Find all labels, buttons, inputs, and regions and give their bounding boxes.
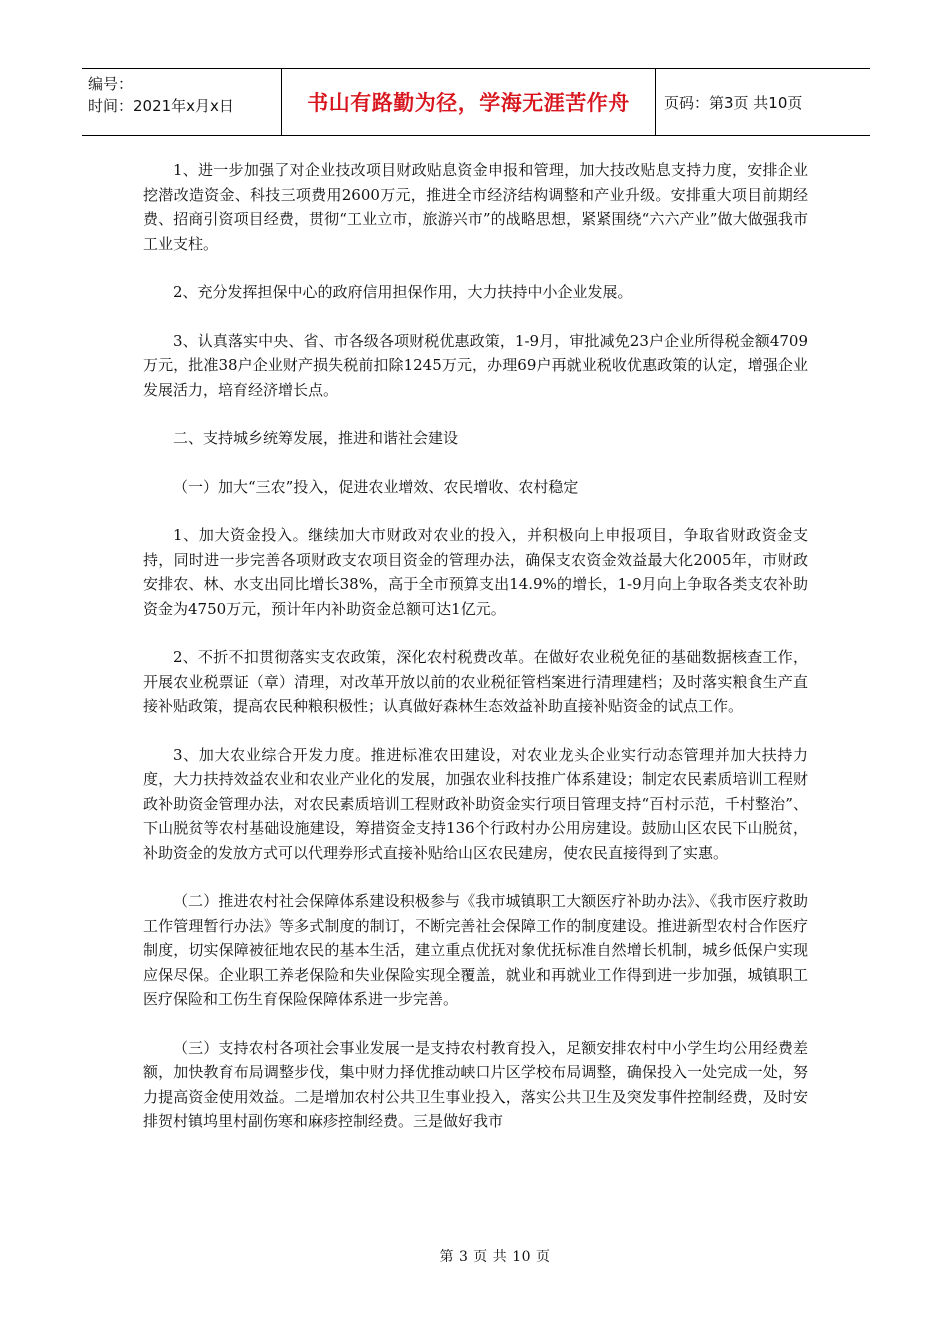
subsection-heading: （一）加大“三农”投入，促进农业增效、农民增收、农村稳定 <box>173 477 579 496</box>
header-motto: 书山有路勤为径，学海无涯苦作舟 <box>282 69 656 135</box>
document-body <box>143 158 808 1158</box>
header-meta <box>82 69 282 135</box>
paragraph: 1、进一步加强了对企业技改项目财政贴息资金申报和管理，加大技改贴息支持力度，安排企业挖潜改造资金、科技三项费用2600万元，推进全市经济结构调整和产业升级。安排重大项目前期经费、招商引资项目经费，贯彻“工业立市，旅游兴市”的战略思想，紧紧围绕“六六产业”做大做强我市工业支柱。 <box>143 161 808 253</box>
paragraph: （二）推进农村社会保障体系建设积极参与《我市城镇职工大额医疗补助办法》、《我市医疗救助工作管理暂行办法》等多式制度的制订，不断完善社会保障工作的制度建设。推进新型农村合作医疗制度，切实保障被征地农民的基本生活，建立重点优抚对象优抚标准自然增长机制，城乡低保户实现应保尽保。企业职工养老保险和失业保险实现全覆盖，就业和再就业工作得到进一步加强，城镇职工医疗保险和工伤生育保险保障体系进一步完善。 <box>143 892 808 1008</box>
paragraph: 2、充分发挥担保中心的政府信用担保作用，大力扶持中小企业发展。 <box>173 283 633 301</box>
page-footer: 第 3 页 共 10 页 <box>439 1249 551 1265</box>
document-number-label: 编号： <box>88 75 134 93</box>
paragraph: 3、认真落实中央、省、市各级各项财税优惠政策，1-9月，审批减免23户企业所得税金额4709万元，批准38户企业财产损失税前扣除1245万元，办理69户再就业税收优惠政策的认定，增强企业发展活力，培育经济增长点。 <box>143 331 808 399</box>
header-page-number: 页码：第3页 共10页 <box>664 93 803 112</box>
paragraph: （三）支持农村各项社会事业发展一是支持农村教育投入，足额安排农村中小学生均公用经费差额，加快教育布局调整步伐，集中财力择优推动峡口片区学校布局调整，确保投入一处完成一处，努力提高资金使用效益。二是增加农村公共卫生事业投入，落实公共卫生及突发事件控制经费，及时安排贺村镇坞里村副伤寒和麻疹控制经费。三是做好我市 <box>143 1038 808 1130</box>
paragraph: 1、加大资金投入。继续加大市财政对农业的投入，并积极向上申报项目，争取省财政资金支持，同时进一步完善各项财政支农项目资金的管理办法，确保支农资金效益最大化2005年，市财政安排农、林、水支出同比增长38%，高于全市预算支出14.9%的增长，1-9月向上争取各类支农补助资金为4750万元，预计年内补助资金总额可达1亿元。 <box>143 526 808 618</box>
document-date: 时间：2021年x月x日 <box>88 97 234 115</box>
paragraph: 2、不折不扣贯彻落实支农政策，深化农村税费改革。在做好农业税免征的基础数据核查工作，开展农业税票证（章）清理，对改革开放以前的农业税征管档案进行清理建档；及时落实粮食生产直接补贴政策，提高农民种粮积极性；认真做好森林生态效益补助直接补贴资金的试点工作。 <box>143 648 808 715</box>
paragraph: 3、加大农业综合开发力度。推进标准农田建设，对农业龙头企业实行动态管理并加大扶持力度，大力扶持效益农业和农业产业化的发展，加强农业科技推广体系建设；制定农民素质培训工程财政补助资金管理办法，对农民素质培训工程财政补助资金实行项目管理支持“百村示范，千村整治”、下山脱贫等农村基础设施建设，筹措资金支持136个行政村办公用房建设。鼓励山区农民下山脱贫，补助资金的发放方式可以代理券形式直接补贴给山区农民建房，使农民直接得到了实惠。 <box>143 745 808 862</box>
section-heading: 二、支持城乡统筹发展，推进和谐社会建设 <box>173 429 459 447</box>
page-header <box>82 68 870 136</box>
